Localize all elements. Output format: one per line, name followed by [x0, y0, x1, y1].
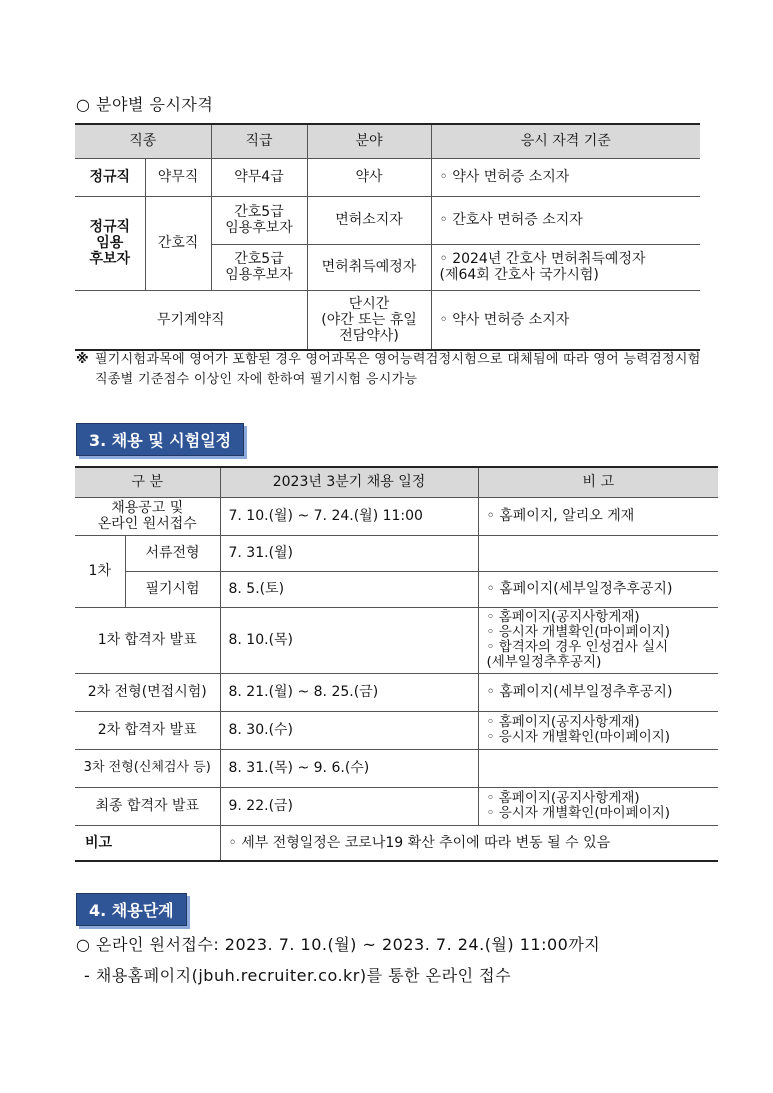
cell-label: 최종 합격자 발표 [75, 787, 220, 825]
cell-criteria: ◦ 약사 면허증 소지자 [431, 290, 700, 350]
cell-field: 약사 [307, 158, 431, 196]
header-remark: 비 고 [478, 467, 718, 497]
header-grade: 직급 [211, 124, 307, 158]
cell-grade: 약무4급 [211, 158, 307, 196]
table-row [75, 290, 700, 350]
header-schedule: 2023년 3분기 채용 일정 [220, 467, 478, 497]
cell-job: 약무직 [145, 158, 211, 196]
header-category: 구 분 [75, 467, 220, 497]
cell-date: 8. 10.(목) [220, 607, 478, 673]
cell-label: 필기시험 [125, 571, 220, 607]
cell-remark: ◦ 홈페이지(공지사항게재) ◦ 응시자 개별확인(마이페이지) [478, 711, 718, 749]
cell-date: 9. 22.(금) [220, 787, 478, 825]
table-row [75, 571, 718, 607]
cell-label: 비고 [75, 825, 220, 861]
cell-date: 8. 31.(목) ~ 9. 6.(수) [220, 749, 478, 787]
cell-remark [478, 535, 718, 571]
cell-criteria: ◦ 약사 면허증 소지자 [431, 158, 700, 196]
table-row [75, 749, 718, 787]
cell-date: 7. 10.(월) ~ 7. 24.(월) 11:00 [220, 497, 478, 535]
cell-field: 면허소지자 [307, 196, 431, 244]
note-mark: ※ [76, 352, 89, 367]
table-header-row [75, 467, 718, 497]
cell-date: 7. 31.(월) [220, 535, 478, 571]
section-heading-qualifications: ○ 분야별 응시자격 [76, 95, 214, 114]
online-application-detail: - 채용홈페이지(jbuh.recruiter.co.kr)를 통한 온라인 접수 [84, 966, 512, 985]
cell-remark: ◦ 홈페이지(세부일정추후공지) [478, 571, 718, 607]
table-row [75, 535, 718, 571]
cell-type: 무기계약직 [75, 290, 307, 350]
table-row [75, 607, 718, 673]
header-criteria: 응시 자격 기준 [431, 124, 700, 158]
schedule-table [75, 466, 718, 862]
table-row [75, 158, 700, 196]
cell-label: 1차 합격자 발표 [75, 607, 220, 673]
cell-group: 1차 [75, 535, 125, 607]
cell-remark: ◦ 홈페이지(공지사항게재) ◦ 응시자 개별확인(마이페이지) [478, 787, 718, 825]
table-row [75, 825, 718, 861]
cell-label: 2차 전형(면접시험) [75, 673, 220, 711]
cell-grade: 간호5급 임용후보자 [211, 244, 307, 290]
cell-criteria: ◦ 2024년 간호사 면허취득예정자 (제64회 간호사 국가시험) [431, 244, 700, 290]
cell-type: 정규직 [75, 158, 145, 196]
table-row [75, 196, 700, 244]
cell-remark [478, 749, 718, 787]
cell-field: 면허취득예정자 [307, 244, 431, 290]
qualifications-table [75, 123, 700, 351]
cell-label: 3차 전형(신체검사 등) [75, 749, 220, 787]
header-field: 분야 [307, 124, 431, 158]
cell-date: 8. 30.(수) [220, 711, 478, 749]
cell-criteria: ◦ 간호사 면허증 소지자 [431, 196, 700, 244]
cell-remark: ◦ 세부 전형일정은 코로나19 확산 추이에 따라 변동 될 수 있음 [220, 825, 718, 861]
header-job-type: 직종 [75, 124, 211, 158]
table-row [75, 787, 718, 825]
cell-label: 채용공고 및 온라인 원서접수 [75, 497, 220, 535]
table-header-row [75, 124, 700, 158]
table-row [75, 711, 718, 749]
table-row [75, 497, 718, 535]
cell-remark: ◦ 홈페이지(세부일정추후공지) [478, 673, 718, 711]
cell-label: 서류전형 [125, 535, 220, 571]
section-badge-schedule: 3. 채용 및 시험일정 [76, 423, 244, 456]
cell-remark: ◦ 홈페이지(공지사항게재) ◦ 응시자 개별확인(마이페이지) ◦ 합격자의 경우 인성검사 실시 (세부일정추후공지) [478, 607, 718, 673]
section-badge-steps: 4. 채용단계 [76, 893, 187, 926]
cell-grade: 간호5급 임용후보자 [211, 196, 307, 244]
table-row [75, 673, 718, 711]
note-text: 필기시험과목에 영어가 포함된 경우 영어과목은 영어능력검정시험으로 대체됨에 따라 영어 능력검정시험 직종별 기준점수 이상인 자에 한하여 필기시험 응시가능 [94, 352, 701, 388]
cell-job: 간호직 [145, 196, 211, 290]
cell-type: 정규직 임용 후보자 [75, 196, 145, 290]
cell-date: 8. 21.(월) ~ 8. 25.(금) [220, 673, 478, 711]
cell-label: 2차 합격자 발표 [75, 711, 220, 749]
online-application-line: ○ 온라인 원서접수: 2023. 7. 10.(월) ~ 2023. 7. 24.(월) 11:00까지 [76, 935, 601, 954]
cell-date: 8. 5.(토) [220, 571, 478, 607]
qualifications-note [76, 350, 704, 390]
cell-field: 단시간 (야간 또는 휴일 전담약사) [307, 290, 431, 350]
cell-remark: ◦ 홈페이지, 알리오 게재 [478, 497, 718, 535]
